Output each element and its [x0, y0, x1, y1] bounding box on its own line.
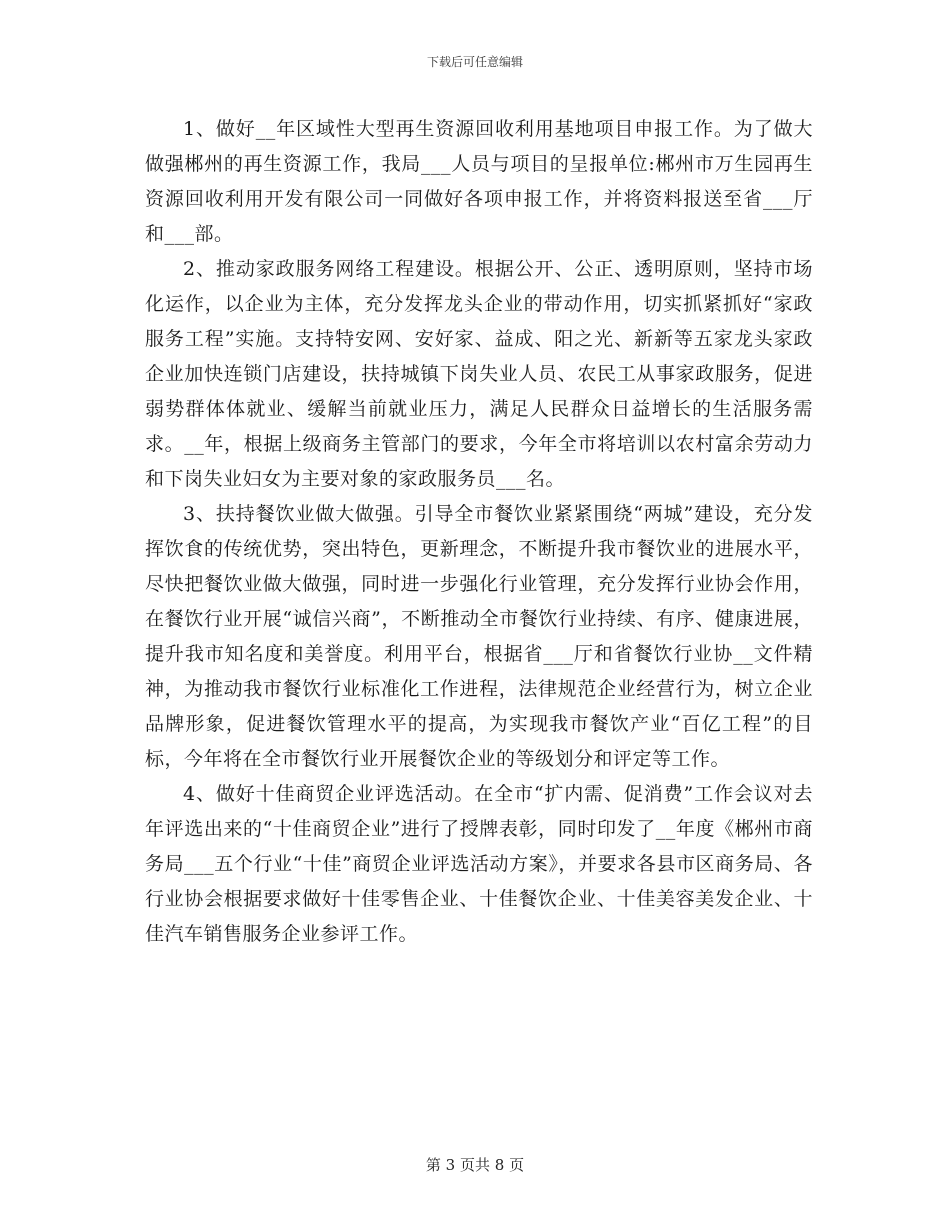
paragraph-1: 1、做好__年区域性大型再生资源回收利用基地项目申报工作。为了做大做强郴州的再生资源工作，我局___人员与项目的呈报单位:郴州市万生园再生资源回收利用开发有限公司一同做好各项申报工作，并将资料报送至省___厅和___部。 [145, 118, 813, 245]
document-body [145, 112, 813, 952]
paragraph-2: 2、推动家政服务网络工程建设。根据公开、公正、透明原则，坚持市场化运作，以企业为主体，充分发挥龙头企业的带动作用，切实抓紧抓好“家政服务工程”实施。支持特安网、安好家、益成、阳之光、新新等五家龙头家政企业加快连锁门店建设，扶持城镇下岗失业人员、农民工从事家政服务，促进弱势群体体就业、缓解当前就业压力，满足人民群众日益增长的生活服务需求。__年，根据上级商务主管部门的要求，今年全市将培训以农村富余劳动力和下岗失业妇女为主要对象的家政服务员___名。 [145, 258, 813, 490]
page-footer: 第 3 页共 8 页 [425, 1156, 525, 1174]
page-header: 下载后可任意编辑 [426, 55, 523, 69]
paragraph-3: 3、扶持餐饮业做大做强。引导全市餐饮业紧紧围绕“两城”建设，充分发挥饮食的传统优势，突出特色，更新理念，不断提升我市餐饮业的进展水平，尽快把餐饮业做大做强，同时进一步强化行业管理，充分发挥行业协会作用，在餐饮行业开展“诚信兴商”，不断推动全市餐饮行业持续、有序、健康进展，提升我市知名度和美誉度。利用平台，根据省___厅和省餐饮行业协__文件精神，为推动我市餐饮行业标准化工作进程，法律规范企业经营行为，树立企业品牌形象，促进餐饮管理水平的提高，为实现我市餐饮产业“百亿工程”的目标，今年将在全市餐饮行业开展餐饮企业的等级划分和评定等工作。 [145, 503, 813, 770]
paragraph-4: 4、做好十佳商贸企业评选活动。在全市“扩内需、促消费”工作会议对去年评选出来的“十佳商贸企业”进行了授牌表彰，同时印发了__年度《郴州市商务局___五个行业“十佳”商贸企业评选活动方案》，并要求各县市区商务局、各行业协会根据要求做好十佳零售企业、十佳餐饮企业、十佳美容美发企业、十佳汽车销售服务企业参评工作。 [145, 783, 813, 945]
